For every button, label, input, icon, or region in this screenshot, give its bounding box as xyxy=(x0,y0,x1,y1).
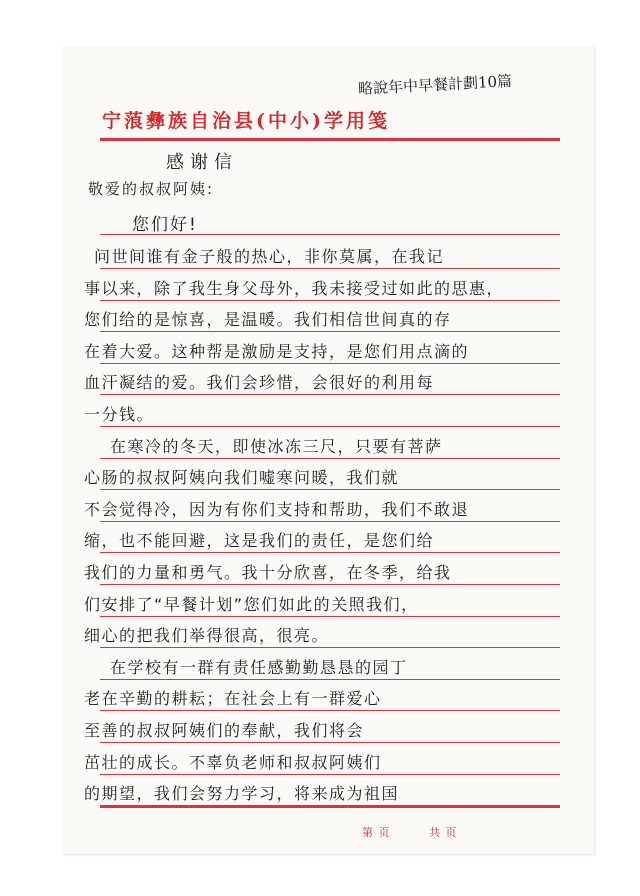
letter-line: 老在辛勤的耕耘；在社会上有一群爱心 xyxy=(84,689,382,709)
school-letterhead: 宁蒗彝族自治县(中小)学用笺 xyxy=(102,110,390,132)
handwritten-corner-note: 略說年中早餐計劃10篇 xyxy=(357,71,513,99)
ruled-line xyxy=(100,679,560,680)
letter-sheet xyxy=(62,46,594,854)
ruled-line xyxy=(100,234,560,235)
letter-title: 感谢信 xyxy=(166,152,238,173)
ruled-line xyxy=(100,300,560,301)
letter-line: 在寒冷的冬天，即使冰冻三尺，只要有菩萨 xyxy=(110,436,443,456)
letter-greeting: 敬爱的叔叔阿姨: xyxy=(88,180,215,198)
letter-line: 您们给的是惊喜，是温暖。我们相信世间真的存 xyxy=(84,310,452,330)
letter-line: 心肠的叔叔阿姨向我们嘘寒问暖，我们就 xyxy=(84,468,400,488)
ruled-line xyxy=(100,584,560,585)
page-total-label: 共 页 xyxy=(429,826,458,839)
ruled-line xyxy=(100,363,560,364)
letter-line: 的期望，我们会努力学习，将来成为祖国 xyxy=(84,784,400,804)
ruled-line xyxy=(100,458,560,459)
letter-line: 茁壮的成长。不辜负老师和叔叔阿姨们 xyxy=(84,752,382,772)
letter-line: 事以来，除了我生身父母外，我未接受过如此的思惠， xyxy=(84,278,505,298)
ruled-line xyxy=(100,331,560,332)
ruled-line xyxy=(100,616,560,617)
letter-line: 血汗凝结的爱。我们会珍惜，会很好的利用每 xyxy=(84,373,435,393)
letter-line: 问世间谁有金子般的热心，非你莫属，在我记 xyxy=(94,247,445,266)
ruled-line xyxy=(100,742,560,743)
letter-line: 我们的力量和勇气。我十分欣喜，在冬季，给我 xyxy=(84,563,452,582)
ruled-line xyxy=(100,710,560,711)
letter-line: 们安排了“早餐计划”您们如此的关照我们， xyxy=(84,594,419,614)
letter-line: 在学校有一群有责任感勤勤恳恳的园丁 xyxy=(110,657,408,677)
letterhead-rule xyxy=(100,138,560,141)
letter-salutation: 您们好! xyxy=(132,215,198,235)
letter-line: 一分钱。 xyxy=(84,405,155,424)
ruled-line xyxy=(100,426,560,427)
ruled-line xyxy=(100,805,560,808)
page-footer xyxy=(362,824,492,840)
ruled-line xyxy=(100,552,560,553)
ruled-line xyxy=(100,394,560,395)
ruled-line xyxy=(100,647,560,648)
letter-line: 细心的把我们举得很高，很亮。 xyxy=(84,626,330,646)
letter-line: 至善的叔叔阿姨们的奉献，我们将会 xyxy=(84,721,365,740)
letter-line: 在着大爱。这种帮是激励是支持，是您们用点滴的 xyxy=(84,341,470,361)
ruled-line xyxy=(100,268,560,269)
letter-line: 缩，也不能回避，这是我们的责任，是您们给 xyxy=(84,531,435,551)
page-number-label: 第 页 xyxy=(362,826,391,839)
ruled-line xyxy=(100,489,560,490)
ruled-line xyxy=(100,774,560,775)
ruled-line xyxy=(100,521,560,522)
letter-line: 不会觉得冷，因为有你们支持和帮助，我们不敢退 xyxy=(84,499,470,519)
